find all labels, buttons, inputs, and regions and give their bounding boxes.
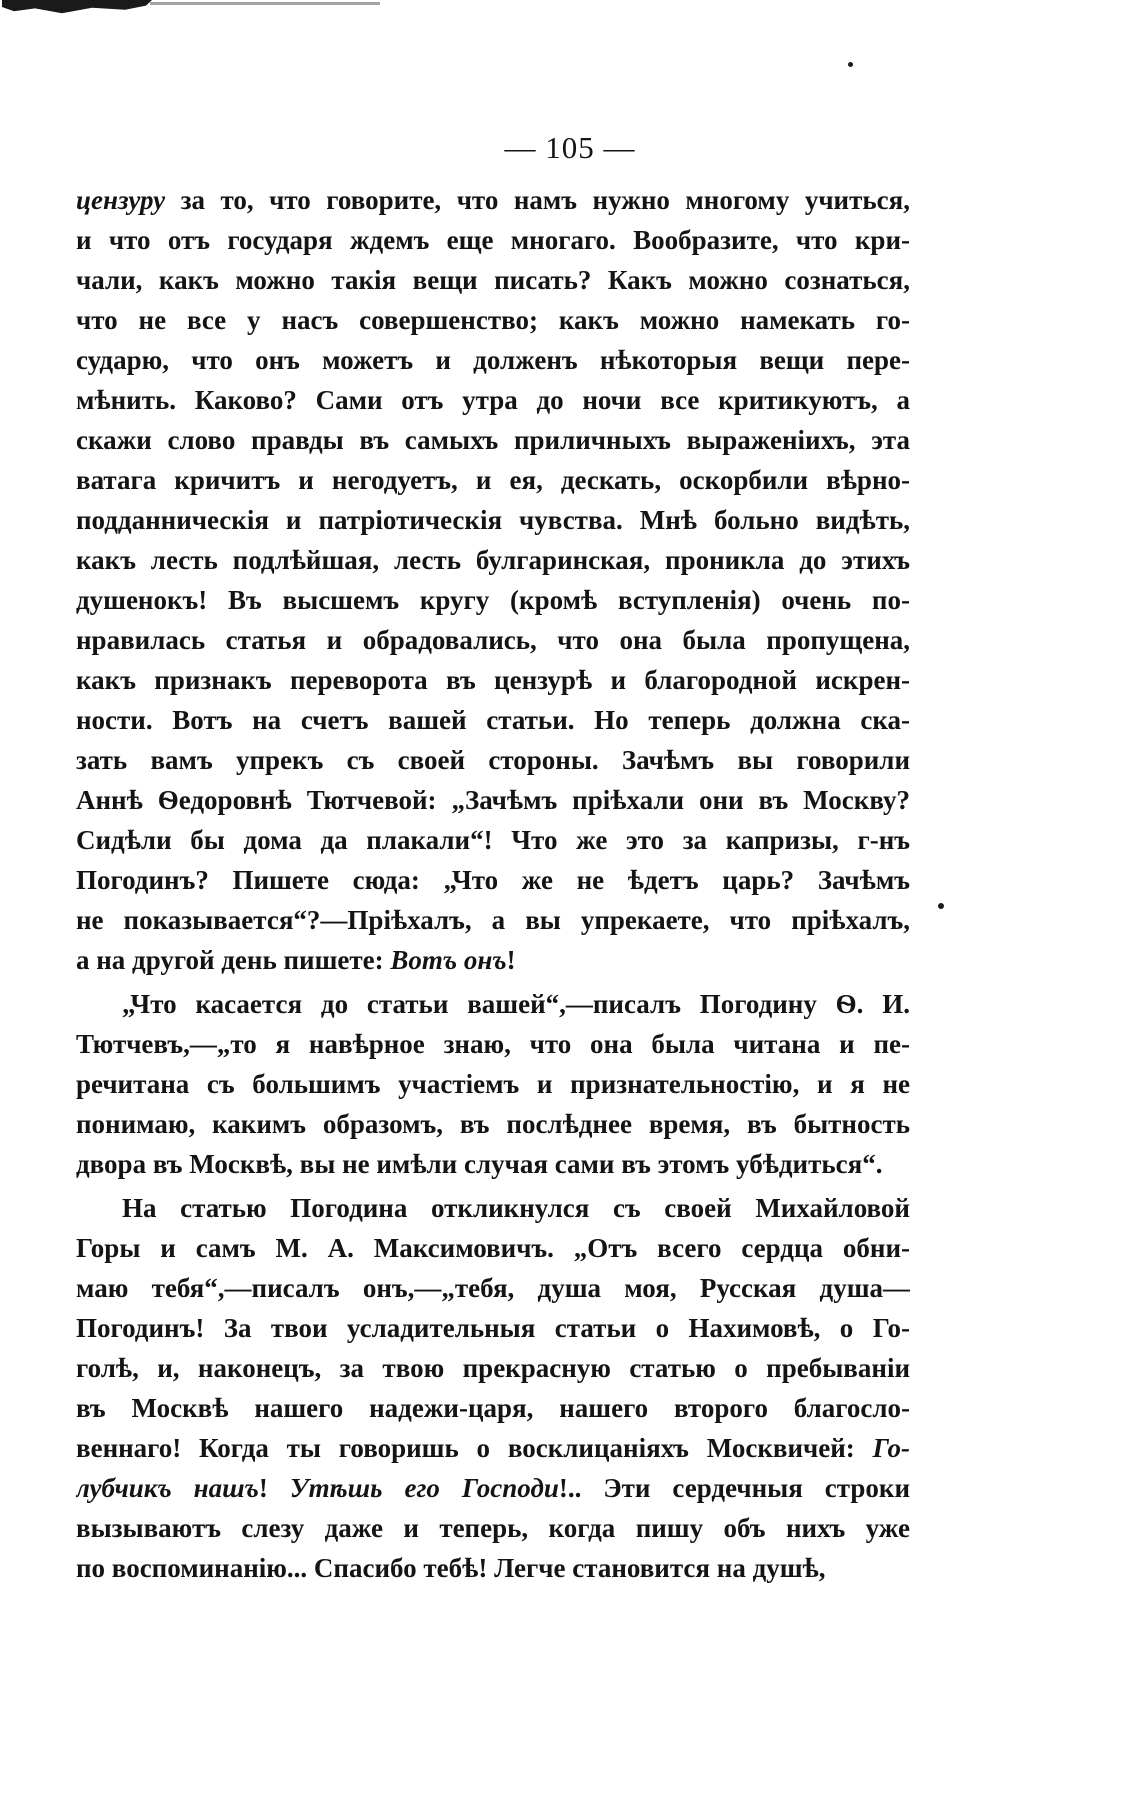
- scan-edge-mark: [2, 0, 152, 14]
- italic-text: Утѣшь его Господи: [289, 1473, 559, 1503]
- text-line: [76, 1228, 910, 1268]
- text-segment: а на другой день пишете:: [76, 945, 391, 975]
- text-segment: скажи слово правды въ самыхъ приличныхъ выраженіихъ, эта: [76, 425, 910, 455]
- text-segment: душенокъ! Въ высшемъ кругу (кромѣ вступленія) очень по-: [76, 585, 910, 615]
- text-segment: Сидѣли бы дома да плакали“! Что же это за капризы, г-нъ: [76, 825, 910, 855]
- text-line: [76, 780, 910, 820]
- text-line: [76, 1308, 910, 1348]
- text-line: [76, 300, 910, 340]
- text-line: [76, 1024, 910, 1064]
- text-line: [76, 1428, 910, 1468]
- text-segment: речитана съ большимъ участіемъ и признательностію, и я не: [76, 1069, 910, 1099]
- italic-text: лубчикъ нашъ: [76, 1473, 259, 1503]
- text-line: [76, 340, 910, 380]
- text-segment: въ Москвѣ нашего надежи-царя, нашего второго благосло-: [76, 1393, 910, 1423]
- text-segment: Горы и самъ М. А. Максимовичъ. „Отъ всего сердца обни-: [76, 1233, 910, 1263]
- text-line: [76, 380, 910, 420]
- text-segment: Погодинъ? Пишете сюда: „Что же не ѣдетъ царь? Зачѣмъ: [76, 865, 910, 895]
- text-line: [76, 460, 910, 500]
- text-line: [76, 420, 910, 460]
- text-line: [76, 860, 910, 900]
- text-segment: какъ признакъ переворота въ цензурѣ и благородной искрен-: [76, 665, 910, 695]
- text-line: [76, 940, 910, 980]
- text-segment: какъ лесть подлѣйшая, лесть булгаринская, проникла до этихъ: [76, 545, 910, 575]
- text-line: [76, 260, 910, 300]
- page-number: — 105 —: [504, 130, 636, 165]
- scan-edge-streak: [150, 2, 380, 5]
- text-line: [76, 180, 910, 220]
- body-text: [76, 180, 910, 1588]
- text-line: [76, 700, 910, 740]
- text-segment: !.. Эти сердечныя строки: [558, 1473, 910, 1503]
- text-line: [76, 1268, 910, 1308]
- text-line: [76, 1388, 910, 1428]
- text-line: [76, 984, 910, 1024]
- text-line: [76, 1188, 910, 1228]
- text-segment: вызываютъ слезу даже и теперь, когда пишу объ нихъ уже: [76, 1513, 910, 1543]
- text-line: [76, 620, 910, 660]
- text-line: [76, 900, 910, 940]
- italic-text: цензуру: [76, 185, 166, 215]
- italic-text: Вотъ онъ: [390, 945, 507, 975]
- text-segment: веннаго! Когда ты говоришь о восклицаніяхъ Москвичей:: [76, 1433, 873, 1463]
- text-segment: и что отъ государя ждемъ еще многаго. Вообразите, что кри-: [76, 225, 910, 255]
- text-line: [76, 1104, 910, 1144]
- italic-text: Го-: [872, 1433, 910, 1463]
- text-segment: На статью Погодина откликнулся съ своей Михайловой: [122, 1193, 910, 1223]
- text-line: [76, 540, 910, 580]
- text-segment: ватага кричитъ и негодуетъ, и ея, дескать, оскорбили вѣрно-: [76, 465, 910, 495]
- text-segment: „Что касается до статьи вашей“,—писалъ Погодину Ѳ. И.: [122, 989, 910, 1019]
- text-line: [76, 1468, 910, 1508]
- text-segment: понимаю, какимъ образомъ, въ послѣднее время, въ бытность: [76, 1109, 910, 1139]
- text-segment: мѣнить. Каково? Сами отъ утра до ночи все критикуютъ, а: [76, 385, 910, 415]
- text-segment: чали, какъ можно такія вещи писать? Какъ можно сознаться,: [76, 265, 910, 295]
- text-line: [76, 1064, 910, 1104]
- text-line: [76, 1548, 910, 1588]
- text-segment: что не все у насъ совершенство; какъ можно намекать го-: [76, 305, 910, 335]
- text-segment: голѣ, и, наконецъ, за твою прекрасную статью о пребываніи: [76, 1353, 910, 1383]
- text-line: [76, 220, 910, 260]
- text-segment: нравилась статья и обрадовались, что она была пропущена,: [76, 625, 910, 655]
- text-line: [76, 1348, 910, 1388]
- text-segment: по воспоминанію... Спасибо тебѣ! Легче становится на душѣ,: [76, 1553, 826, 1583]
- text-segment: сударю, что онъ можетъ и долженъ нѣкоторыя вещи пере-: [76, 345, 910, 375]
- text-segment: двора въ Москвѣ, вы не имѣли случая сами въ этомъ убѣдиться“.: [76, 1149, 883, 1179]
- text-segment: ности. Вотъ на счетъ вашей статьи. Но теперь должна ска-: [76, 705, 910, 735]
- text-line: [76, 580, 910, 620]
- text-segment: !: [258, 1473, 290, 1503]
- text-segment: Тютчевъ,—„то я навѣрное знаю, что она была читана и пе-: [76, 1029, 910, 1059]
- text-segment: Погодинъ! За твои усладительныя статьи о Нахимовѣ, о Го-: [76, 1313, 910, 1343]
- text-segment: не показывается“?—Пріѣхалъ, а вы упрекаете, что пріѣхалъ,: [76, 905, 910, 935]
- text-segment: зать вамъ упрекъ съ своей стороны. Зачѣмъ вы говорили: [76, 745, 910, 775]
- text-line: [76, 1508, 910, 1548]
- text-segment: маю тебя“,—писалъ онъ,—„тебя, душа моя, Русская душа—: [76, 1273, 910, 1303]
- text-line: [76, 820, 910, 860]
- scan-speck: [848, 62, 853, 67]
- text-line: [76, 740, 910, 780]
- scan-speck: [938, 903, 944, 909]
- text-line: [76, 1144, 910, 1184]
- text-segment: за то, что говорите, что намъ нужно многому учиться,: [165, 185, 910, 215]
- text-line: [76, 500, 910, 540]
- text-segment: подданническія и патріотическія чувства. Мнѣ больно видѣть,: [76, 505, 910, 535]
- text-line: [76, 660, 910, 700]
- text-segment: Аннѣ Ѳедоровнѣ Тютчевой: „Зачѣмъ пріѣхали они въ Москву?: [76, 785, 910, 815]
- text-segment: !: [506, 945, 516, 975]
